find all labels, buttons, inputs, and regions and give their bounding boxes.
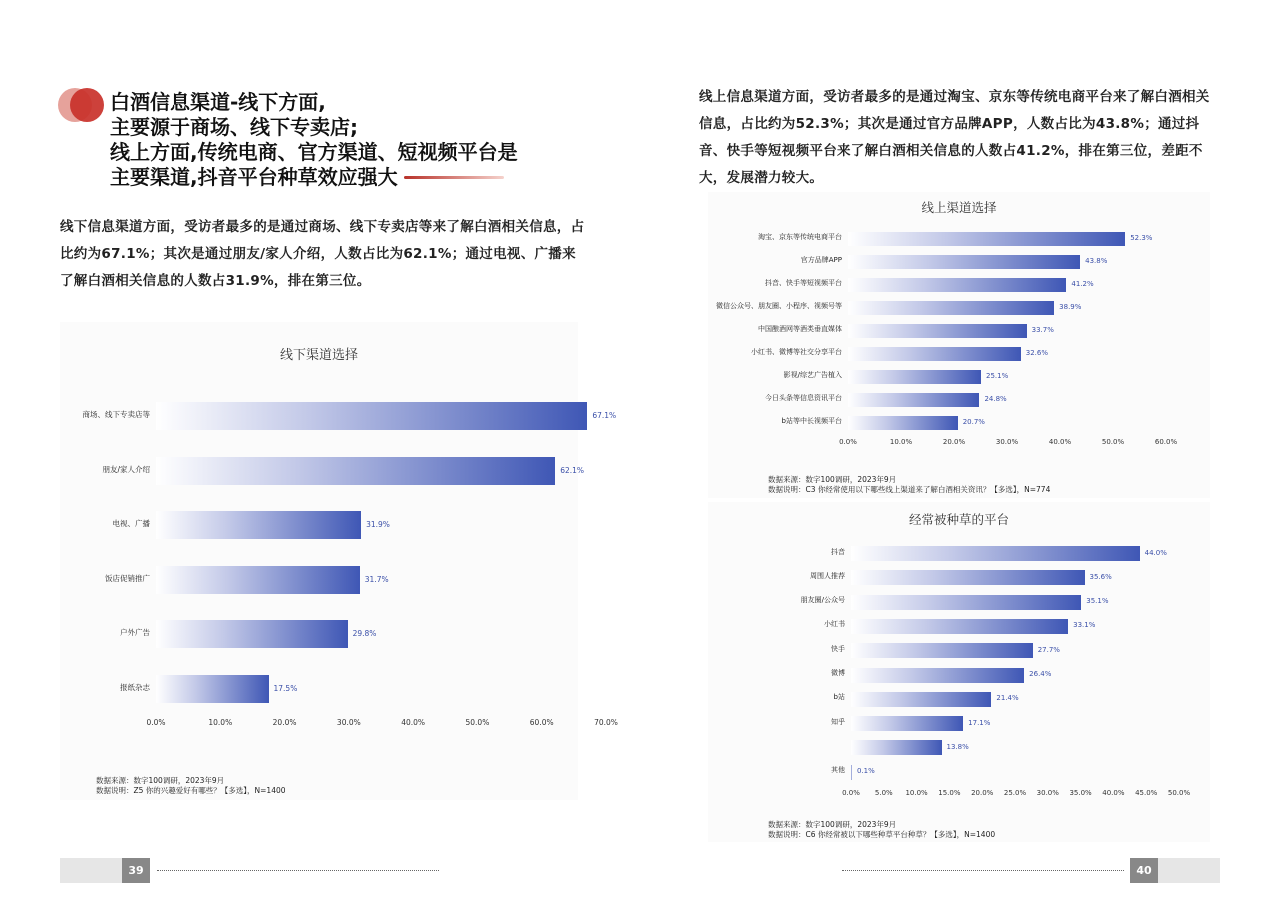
bar (156, 457, 555, 485)
value-label: 17.1% (968, 718, 991, 727)
right-page-number: 40 (1130, 858, 1158, 883)
bar (156, 402, 587, 430)
category-label: 小红书 (824, 620, 845, 629)
value-label: 20.7% (962, 418, 985, 426)
bar (851, 643, 1033, 658)
source-note: 数据说明：C6 你经常被以下哪些种草平台种草？【多选】，N=1400 (768, 830, 996, 839)
category-label: 知乎 (831, 717, 845, 726)
title-circles-icon (58, 88, 104, 122)
seeding-platform-chart (708, 502, 1210, 842)
x-tick-label: 30.0% (995, 438, 1019, 446)
right-footer-dots (842, 870, 1124, 871)
value-label: 52.3% (1130, 234, 1153, 242)
value-label: 38.9% (1059, 303, 1082, 311)
value-label: 26.4% (1029, 670, 1052, 678)
category-label: 快手 (831, 644, 845, 653)
source-note: 数据来源：数字100调研，2023年9月 (768, 820, 897, 829)
x-tick-label: 10.0% (905, 789, 928, 797)
bar (848, 416, 958, 430)
category-label: 周围人推荐 (810, 571, 845, 580)
category-label: 商场、线下专卖店等 (82, 410, 150, 419)
value-label: 21.4% (996, 694, 1019, 703)
left-footer-dots (157, 870, 439, 871)
bar (848, 370, 981, 384)
value-label: 35.6% (1089, 572, 1112, 581)
title-line-4-wrap (110, 165, 550, 190)
x-tick-label: 70.0% (594, 718, 618, 727)
bar (848, 301, 1054, 315)
offline-channel-chart (60, 322, 618, 800)
bar (848, 232, 1125, 246)
x-tick-label: 30.0% (1036, 789, 1059, 797)
x-tick-label: 45.0% (1135, 789, 1158, 797)
value-label: 32.6% (1025, 349, 1049, 357)
x-tick-label: 10.0% (208, 718, 233, 727)
category-label: 抖音 (831, 547, 845, 556)
category-label: 微博 (831, 669, 845, 677)
value-label: 17.5% (273, 684, 298, 693)
bar (851, 740, 942, 755)
bar (848, 393, 979, 407)
bar (851, 692, 991, 707)
bar (156, 566, 360, 594)
category-label: 饭店促销推广 (105, 573, 150, 583)
online-channel-chart (708, 192, 1210, 498)
bar (851, 570, 1085, 585)
value-label: 13.8% (946, 742, 969, 751)
chart-title: 线下渠道选择 (279, 348, 358, 363)
bar (156, 620, 348, 648)
source-note: 数据来源：数字100调研，2023年9月 (96, 776, 225, 785)
title-line-4: 主要渠道,抖音平台种草效应强大 (110, 165, 398, 189)
x-tick-label: 60.0% (529, 718, 554, 727)
category-label: 户外广告 (120, 628, 150, 638)
bar (848, 255, 1080, 269)
category-label: 报纸杂志 (120, 683, 150, 692)
x-tick-label: 60.0% (1154, 438, 1178, 446)
value-label: 33.1% (1073, 621, 1096, 630)
chart-title: 经常被种草的平台 (908, 512, 1009, 527)
bar (851, 546, 1140, 561)
chart-title: 线上渠道选择 (921, 200, 997, 215)
value-label: 33.7% (1031, 326, 1054, 334)
title-underline (404, 176, 504, 179)
source-note: 数据说明：C3 你经常使用以下哪些线上渠道来了解白酒相关资讯？【多选】，N=774 (768, 485, 1051, 494)
source-note: 数据来源：数字100调研，2023年9月 (768, 475, 897, 484)
x-tick-label: 50.0% (465, 718, 490, 727)
value-label: 67.1% (592, 411, 617, 420)
source-note: 数据说明：Z5 你的兴趣爱好有哪些？【多选】，N=1400 (96, 786, 286, 795)
category-label: b站 (833, 693, 845, 702)
category-label: 抖音、快手等短视频平台 (765, 279, 842, 287)
x-tick-label: 25.0% (1003, 789, 1027, 797)
value-label: 0.1% (857, 767, 875, 776)
x-tick-label: 20.0% (272, 718, 297, 727)
category-label: 朋友圈/公众号 (800, 596, 845, 605)
category-label: b站等中长视频平台 (781, 417, 842, 425)
category-label: 小红书、微博等社交分享平台 (751, 348, 842, 356)
x-tick-label: 40.0% (1102, 789, 1125, 797)
category-label: 淘宝、京东等传统电商平台 (758, 233, 842, 241)
value-label: 31.9% (366, 520, 390, 530)
x-tick-label: 0.0% (842, 789, 860, 797)
x-tick-label: 50.0% (1101, 438, 1125, 446)
page-title (110, 90, 550, 190)
x-tick-label: 20.0% (971, 789, 994, 797)
x-tick-label: 35.0% (1069, 789, 1092, 797)
value-label: 43.8% (1085, 257, 1108, 265)
bar (851, 716, 963, 731)
value-label: 31.7% (364, 574, 389, 584)
bar (848, 278, 1066, 292)
bar (851, 765, 852, 780)
right-paragraph: 线上信息渠道方面，受访者最多的是通过淘宝、京东等传统电商平台来了解白酒相关信息，占比约为52.3%；其次是通过官方品牌APP，人数占比为43.8%；通过抖音、快手等短视频平台来了解白酒相关信息的人数占41.2%，排在第三位，差距不大，发展潜力较大。 (699, 89, 1210, 186)
title-line-2: 主要源于商场、线下专卖店; (110, 115, 358, 139)
x-tick-label: 30.0% (336, 718, 361, 727)
value-label: 35.1% (1086, 597, 1109, 606)
bar (851, 619, 1068, 634)
x-tick-label: 50.0% (1167, 789, 1191, 797)
category-label: 微信公众号、朋友圈、小程序、视频号等 (716, 302, 842, 310)
value-label: 24.8% (984, 395, 1007, 403)
value-label: 27.7% (1037, 645, 1060, 654)
title-line-1: 白酒信息渠道-线下方面, (110, 90, 326, 114)
title-line-3: 线上方面,传统电商、官方渠道、短视频平台是 (110, 140, 518, 164)
value-label: 25.1% (986, 372, 1009, 380)
bar (848, 324, 1027, 338)
value-label: 29.8% (352, 629, 377, 639)
value-label: 41.2% (1071, 280, 1094, 288)
category-label: 电视、广播 (112, 519, 150, 529)
bar (851, 595, 1081, 610)
category-label: 今日头条等信息资讯平台 (765, 394, 842, 402)
value-label: 44.0% (1144, 548, 1167, 557)
value-label: 62.1% (560, 465, 585, 475)
category-label: 官方品牌APP (800, 256, 842, 264)
left-paragraph: 线下信息渠道方面，受访者最多的是通过商场、线下专卖店等来了解白酒相关信息，占比约为67.1%；其次是通过朋友/家人介绍，人数占比为62.1%；通过电视、广播来了解白酒相关信息的人数占31.9%，排在第三位。 (60, 219, 585, 289)
x-tick-label: 20.0% (942, 438, 966, 446)
x-tick-label: 10.0% (889, 438, 913, 446)
x-tick-label: 0.0% (839, 438, 857, 446)
x-tick-label: 15.0% (938, 789, 961, 797)
category-label: 朋友/家人介绍 (102, 464, 150, 474)
category-label: 其他 (831, 766, 845, 775)
category-label: 影视/综艺广告植入 (783, 371, 842, 379)
bar (848, 347, 1021, 361)
x-tick-label: 40.0% (1048, 438, 1072, 446)
bar (156, 511, 361, 539)
bar (851, 668, 1024, 683)
x-tick-label: 5.0% (874, 789, 893, 797)
bar (156, 675, 269, 703)
x-tick-label: 40.0% (401, 718, 426, 727)
left-page-number: 39 (122, 858, 150, 883)
x-tick-label: 0.0% (146, 718, 166, 727)
category-label: 中国酿酒网等酒类垂直媒体 (758, 325, 842, 333)
